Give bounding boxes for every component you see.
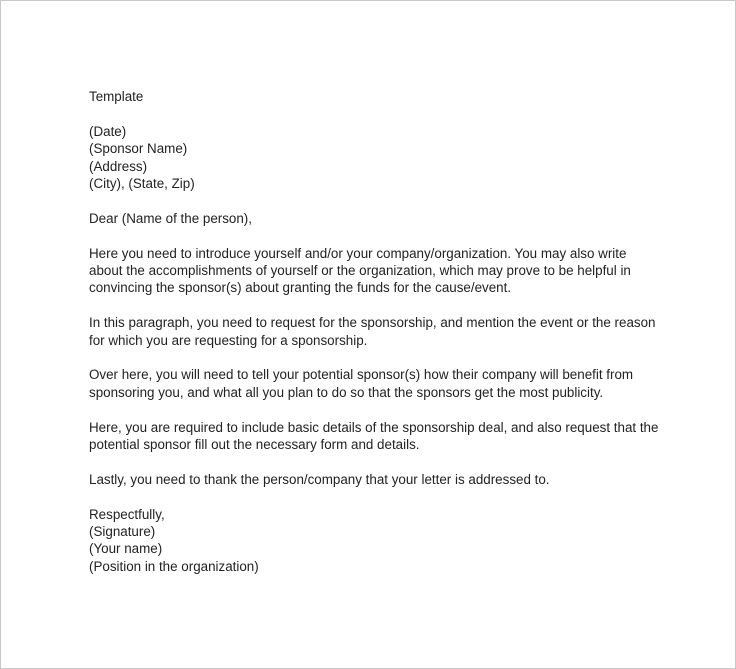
- paragraph-thanks: Lastly, you need to thank the person/company that your letter is addressed to.: [89, 471, 550, 487]
- closing-block: Respectfully, (Signature) (Your name) (Position in the organization): [89, 506, 259, 574]
- paragraph-introduction: Here you need to introduce yourself and/or your company/organization. You may also write about the accomplishments of yourself or the organization, which may prove to be helpful in convincing the sponsor(s) about granting the funds for the cause/event.: [89, 245, 631, 296]
- paragraph-deal-details: Here, you are required to include basic details of the sponsorship deal, and also request that the potential sponsor fill out the necessary form and details.: [89, 419, 659, 453]
- paragraph-request: In this paragraph, you need to request for the sponsorship, and mention the event or the reason for which you are requesting for a sponsorship.: [89, 315, 656, 348]
- address-block: (Date) (Sponsor Name) (Address) (City), (State, Zip): [89, 123, 195, 192]
- salutation: Dear (Name of the person),: [89, 210, 252, 226]
- template-heading: Template: [89, 89, 144, 104]
- paragraph-benefits: Over here, you will need to tell your potential sponsor(s) how their company will benefit from sponsoring you, and what all you plan to do so that the sponsors get the most publicity.: [89, 367, 634, 400]
- letter-body: [89, 88, 689, 575]
